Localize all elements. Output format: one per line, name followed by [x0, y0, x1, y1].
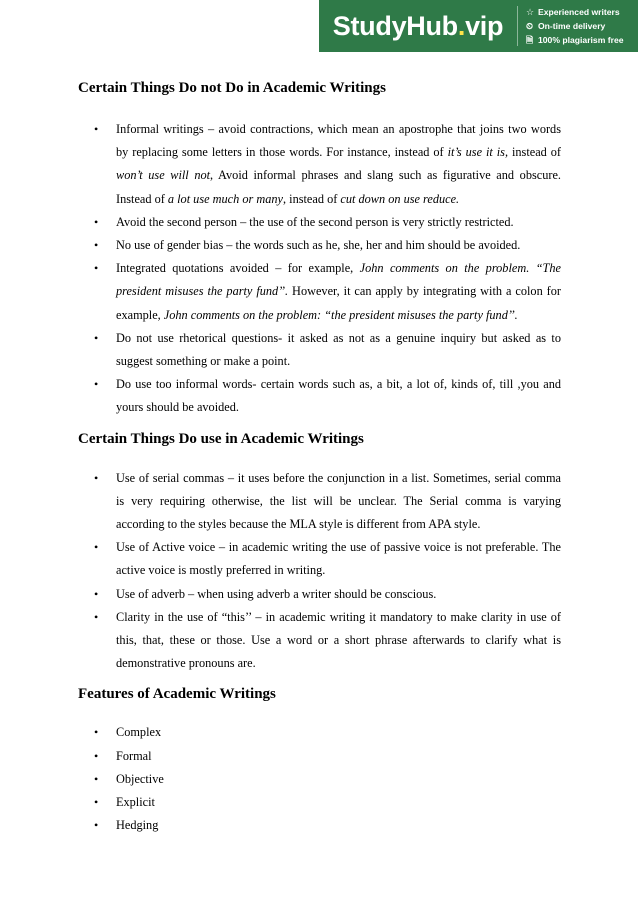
list-item-text: Hedging	[116, 818, 159, 833]
list-item-text: Integrated quotations avoided – for example,	[116, 261, 360, 276]
features-list	[78, 721, 561, 837]
list-item	[78, 583, 561, 606]
list-item	[78, 118, 561, 211]
list-item-text: Informal writings – avoid contractions, which mean an apostrophe that joins two words by replacing some letters in those words. For instance, instead of	[116, 122, 561, 160]
star-icon: ☆	[526, 6, 535, 17]
list-item-text: Do not use rhetorical questions- it asked as not as a genuine inquiry but asked as to suggest something or make a point.	[116, 330, 561, 369]
section-heading-features: Features of Academic Writings	[78, 686, 276, 703]
list-item-text: Complex	[116, 725, 162, 740]
list-item	[78, 467, 561, 537]
list-item	[78, 791, 561, 814]
feature-plagiarism-free	[526, 35, 624, 46]
studyhub-logo[interactable]	[319, 0, 517, 52]
list-item-text: Use of serial commas – it uses before the conjunction in a list. Sometimes, serial comma is very requiring otherwise, the list will be unclear. The Serial comma is varying according to the styles because the MLA style is different from APA style.	[116, 470, 561, 532]
bullet-marker: •	[94, 771, 99, 786]
document-icon: 🗎	[526, 34, 534, 45]
banner-features	[518, 7, 624, 46]
bullet-marker: •	[94, 586, 99, 601]
list-item-text: Clarity in the use of “this’’ – in academic writing it mandatory to make clarity in use of this, that, these or those. Use a word or a short phrase afterwards to clarify what is demonstrative pronouns are.	[116, 609, 561, 671]
italic-text: won’t use will not	[116, 168, 211, 183]
bullet-marker: •	[94, 540, 99, 555]
bullet-marker: •	[94, 214, 99, 229]
list-item-text: No use of gender bias – the words such as he, she, her and him should be avoided.	[116, 238, 521, 253]
bullet-marker: •	[94, 377, 99, 392]
list-item-text: Avoid the second person – the use of the second person is very strictly restricted.	[116, 214, 514, 229]
bullet-marker: •	[94, 818, 99, 833]
list-item-text: Formal	[116, 748, 152, 763]
do-not-list	[78, 118, 561, 420]
document-body	[78, 78, 561, 837]
list-item	[78, 721, 561, 744]
list-item	[78, 745, 561, 768]
bullet-marker: •	[94, 261, 99, 276]
italic-text: cut down on use reduce.	[340, 191, 460, 206]
list-item-text: Do use too informal words- certain words such as, a bit, a lot of, kinds of, till ,you and yours should be avoided.	[116, 377, 561, 415]
feature-label: 100% plagiarism free	[538, 34, 624, 45]
bullet-marker: •	[94, 238, 99, 253]
bullet-marker: •	[94, 470, 99, 485]
italic-text: a lot use much or many	[167, 191, 284, 206]
list-item-text: Use of Active voice – in academic writing the use of passive voice is not preferable. The active voice is mostly preferred in writing.	[116, 540, 561, 578]
list-item	[78, 234, 561, 257]
list-item-text: instead of	[508, 145, 561, 160]
bullet-marker: •	[94, 725, 99, 740]
list-item	[78, 606, 561, 676]
list-item-text: Objective	[116, 771, 164, 786]
list-item-text: Explicit	[116, 795, 155, 810]
list-item	[78, 257, 561, 327]
logo-tld-text: vip	[465, 10, 504, 41]
list-item	[78, 814, 561, 837]
list-item	[78, 327, 561, 373]
list-item	[78, 768, 561, 791]
section-heading-do-not: Certain Things Do not Do in Academic Writings	[78, 80, 386, 96]
feature-experienced-writers	[526, 7, 624, 18]
list-item-text: , instead of	[283, 191, 341, 206]
feature-label: On-time delivery	[538, 20, 606, 31]
logo-dot: .	[457, 10, 466, 41]
list-item	[78, 373, 561, 419]
italic-text: it’s use it is,	[447, 145, 509, 160]
list-item	[78, 536, 561, 582]
bullet-marker: •	[94, 795, 99, 810]
italic-text: , John comments on the problem: “the president misuses the party fund’’.	[157, 307, 518, 322]
bullet-marker: •	[94, 609, 99, 624]
italic-text: John comments on the problem. “The president misuses the party fund’’.	[116, 261, 561, 299]
bullet-marker: •	[94, 330, 99, 345]
list-item-text: Use of adverb – when using adverb a writer should be conscious.	[116, 586, 437, 601]
feature-on-time-delivery	[526, 21, 624, 32]
do-use-list	[78, 467, 561, 676]
feature-label: Experienced writers	[538, 6, 620, 17]
bullet-marker: •	[94, 748, 99, 763]
list-item-text: , Avoid informal phrases and slang such as figurative and obscure. Instead of	[116, 168, 561, 206]
clock-icon: ⏲	[526, 20, 534, 31]
list-item	[78, 211, 561, 234]
section-heading-do-use: Certain Things Do use in Academic Writings	[78, 430, 364, 447]
logo-main-text: StudyHub	[332, 10, 458, 41]
list-item-text: However, it can apply by integrating with a colon for example	[116, 284, 562, 322]
studyhub-banner[interactable]	[319, 0, 638, 52]
bullet-marker: •	[94, 122, 99, 136]
